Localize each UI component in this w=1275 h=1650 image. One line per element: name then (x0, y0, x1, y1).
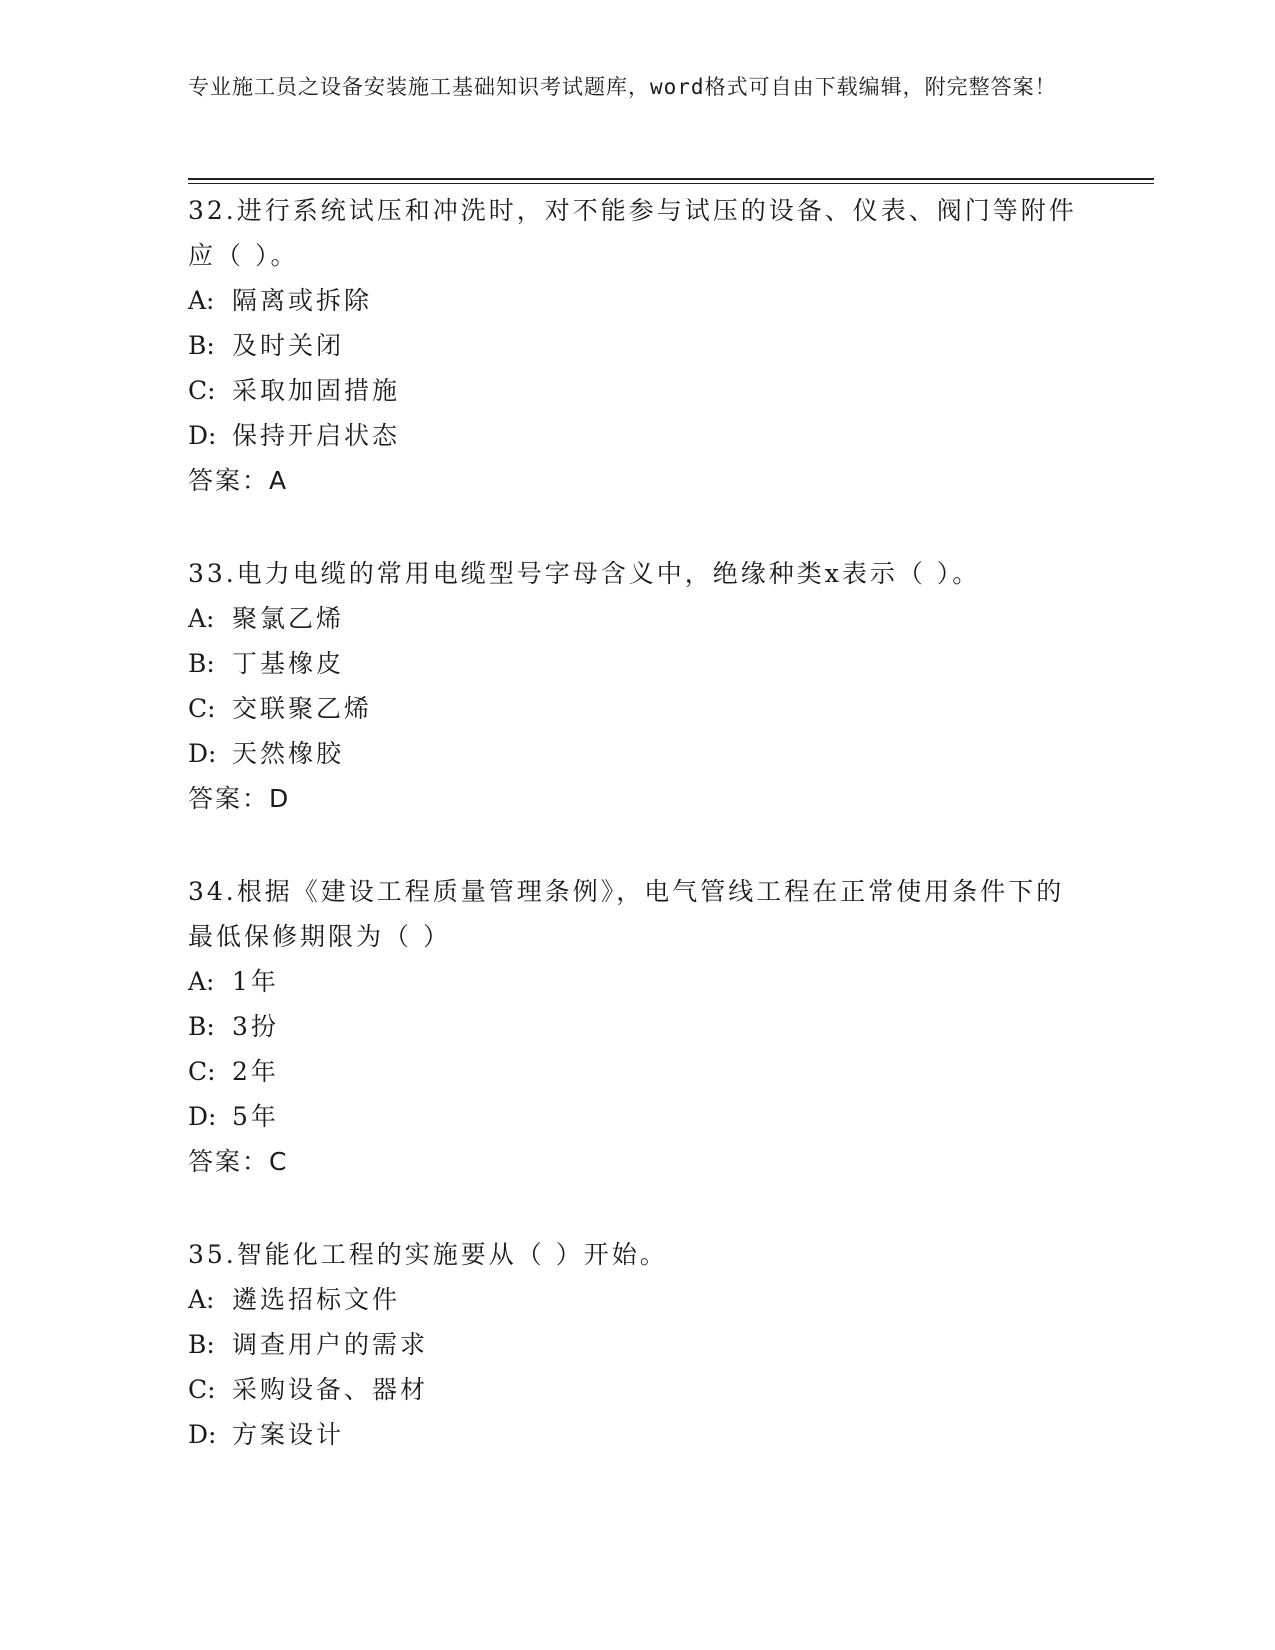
option-b (188, 641, 1088, 686)
option-a (188, 596, 1088, 641)
option-text: 丁基橡皮 (232, 649, 345, 678)
option-b (188, 323, 1088, 368)
option-c (188, 1049, 1088, 1094)
option-b (188, 1322, 1088, 1367)
option-c (188, 368, 1088, 413)
question-35 (188, 1232, 1088, 1457)
option-text: 调查用户的需求 (232, 1330, 429, 1359)
option-key: B: (188, 1330, 215, 1359)
option-key: D: (188, 1420, 217, 1449)
question-stem: 33.电力电缆的常用电缆型号字母含义中，绝缘种类x表示（ ）。 (188, 559, 981, 588)
option-text: 及时关闭 (232, 331, 345, 360)
option-key: D: (188, 421, 217, 450)
option-text: 交联聚乙烯 (232, 694, 373, 723)
option-text: 2年 (232, 1057, 279, 1086)
question-list (188, 188, 1088, 1457)
option-text: 采购设备、器材 (232, 1375, 429, 1404)
option-text: 聚氯乙烯 (232, 604, 345, 633)
option-d (188, 1412, 1088, 1457)
option-text: 1年 (232, 967, 279, 996)
option-key: C: (188, 376, 216, 405)
header-rule-thick (188, 178, 1154, 180)
option-d (188, 413, 1088, 458)
option-key: A: (188, 1285, 215, 1314)
option-text: 方案设计 (232, 1420, 345, 1449)
option-d (188, 731, 1088, 776)
option-key: B: (188, 649, 215, 678)
option-c (188, 686, 1088, 731)
spacer (188, 503, 1088, 551)
spacer (188, 821, 1088, 869)
option-b (188, 1004, 1088, 1049)
option-key: D: (188, 1102, 217, 1131)
option-a (188, 959, 1088, 1004)
answer-line: 答案：D (188, 784, 291, 813)
question-33 (188, 551, 1088, 821)
option-key: C: (188, 1057, 216, 1086)
option-text: 隔离或拆除 (232, 286, 373, 315)
option-key: B: (188, 331, 215, 360)
question-stem: 34.根据《建设工程质量管理条例》，电气管线工程在正常使用条件下的最低保修期限为（ ） (188, 877, 1065, 951)
answer-line: 答案：C (188, 1147, 289, 1176)
option-key: A: (188, 286, 215, 315)
option-c (188, 1367, 1088, 1412)
option-text: 天然橡胶 (232, 739, 345, 768)
option-text: 采取加固措施 (232, 376, 401, 405)
document-header: 专业施工员之设备安装施工基础知识考试题库，word格式可自由下载编辑，附完整答案！ (188, 75, 1057, 99)
question-stem: 32.进行系统试压和冲洗时，对不能参与试压的设备、仪表、阀门等附件应（ ）。 (188, 196, 1077, 270)
question-stem: 35.智能化工程的实施要从（ ）开始。 (188, 1240, 668, 1269)
spacer (188, 1184, 1088, 1232)
option-key: A: (188, 604, 215, 633)
option-key: C: (188, 1375, 216, 1404)
option-text: 3扮 (232, 1012, 279, 1041)
option-text: 遴选招标文件 (232, 1285, 401, 1314)
answer-line: 答案：A (188, 466, 289, 495)
option-text: 保持开启状态 (232, 421, 401, 450)
option-d (188, 1094, 1088, 1139)
option-a (188, 1277, 1088, 1322)
option-key: D: (188, 739, 217, 768)
question-32 (188, 188, 1088, 503)
option-key: B: (188, 1012, 215, 1041)
question-34 (188, 869, 1088, 1184)
header-rule-thin (188, 183, 1154, 184)
option-key: C: (188, 694, 216, 723)
option-a (188, 278, 1088, 323)
option-text: 5年 (232, 1102, 279, 1131)
option-key: A: (188, 967, 215, 996)
